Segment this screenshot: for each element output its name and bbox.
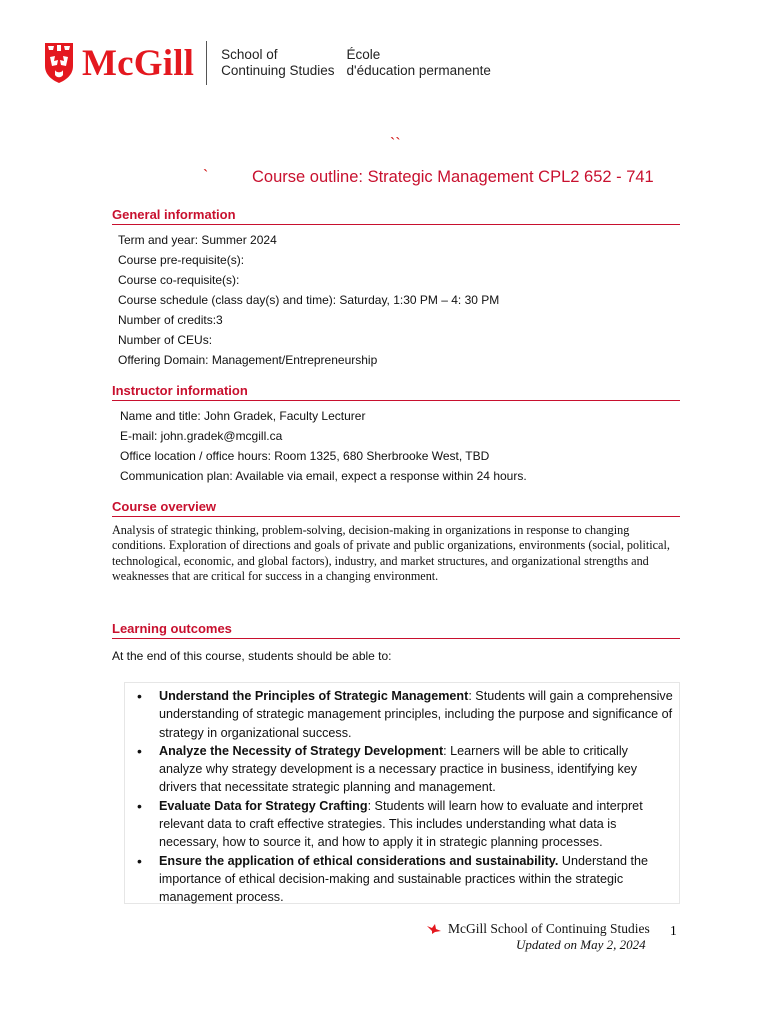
general-information-section: [112, 207, 680, 370]
section-heading: Instructor information: [112, 383, 680, 401]
page-title: Course outline: Strategic Management CPL2 652 - 741: [252, 168, 654, 186]
section-heading: General information: [112, 207, 680, 225]
course-overview-text: Analysis of strategic thinking, problem-solving, decision-making in organizations in response to changing conditions. Exploration of directions and goals of private and public organizations, environments (social, political, technological, economic, and global factors), industry, and market structures, and organizational strengths and weaknesses that are critical for success in a changing environment.: [112, 523, 670, 584]
learning-outcomes-list: [125, 683, 679, 907]
page-header: [44, 38, 491, 88]
learning-outcomes-section: [112, 621, 680, 663]
list-item: Course pre-requisite(s):: [118, 253, 245, 267]
mcgill-shield-icon: [44, 42, 74, 84]
school-name-french: [347, 47, 491, 79]
footer-school-name: McGill School of Continuing Studies: [448, 921, 650, 936]
footer-updated-date: Updated on May 2, 2024: [516, 937, 646, 952]
outcome-description: : Learners will be able to critically analyze why strategy development is a necessary practice in business, identifying key drivers that necessitate strategic planning and management.: [159, 743, 638, 795]
list-item: Name and title: John Gradek, Faculty Lecturer: [120, 409, 366, 423]
list-item: Communication plan: Available via email, expect a response within 24 hours.: [120, 469, 527, 483]
footer-line: [426, 921, 688, 937]
stray-tick-mark: `: [203, 168, 209, 185]
course-overview-section: [112, 499, 680, 585]
school-line-2: Continuing Studies: [221, 63, 335, 78]
school-line-1: School of: [221, 47, 278, 62]
section-heading: Learning outcomes: [112, 621, 680, 639]
outcome-description: : Students will learn how to evaluate and interpret relevant data to craft effective strategies. This includes understanding what data is necessary, how to source it, and how to apply it in strategic planning processes.: [159, 798, 643, 850]
school-name-english: [221, 47, 334, 79]
ecole-line-1: École: [346, 47, 381, 62]
list-item: E-mail: john.gradek@mcgill.ca: [120, 429, 283, 443]
list-item: [137, 687, 673, 742]
bullet-icon: •: [137, 852, 142, 869]
outcome-title: Analyze the Necessity of Strategy Development: [159, 743, 444, 758]
instructor-information-list: [112, 406, 680, 486]
learning-outcomes-box: [124, 682, 680, 904]
list-item: Number of CEUs:: [118, 333, 213, 347]
bullet-icon: •: [137, 742, 142, 759]
list-item: [137, 852, 673, 907]
list-item: Offering Domain: Management/Entrepreneurship: [118, 353, 378, 367]
list-item: Office location / office hours: Room 1325, 680 Sherbrooke West, TBD: [120, 449, 490, 463]
page-number: 1: [670, 923, 677, 938]
outcome-title: Ensure the application of ethical considerations and sustainability.: [159, 853, 559, 868]
outcome-title: Understand the Principles of Strategic Management: [159, 689, 469, 703]
bullet-icon: •: [137, 797, 142, 814]
list-item: Course co-requisite(s):: [118, 273, 240, 287]
instructor-information-section: [112, 383, 680, 486]
header-divider: [206, 41, 207, 85]
list-item: [137, 797, 673, 852]
section-heading: Course overview: [112, 499, 680, 517]
mcgill-logo-text: McGill: [82, 42, 195, 84]
bullet-icon: •: [137, 688, 142, 704]
list-item: Term and year: Summer 2024: [118, 233, 277, 247]
outcome-title: Evaluate Data for Strategy Crafting: [159, 798, 368, 813]
mcgill-bird-icon: [426, 923, 442, 935]
ecole-line-2: d'éducation permanente: [346, 63, 491, 78]
list-item: [137, 742, 673, 797]
general-information-list: [112, 230, 680, 370]
outcome-description: Understand the importance of ethical decision-making and sustainable practices within the strategic management process.: [159, 853, 648, 905]
outcome-description: : Students will gain a comprehensive understanding of strategic management principles, including the purpose and significance of strategy in organizational success.: [159, 689, 673, 740]
list-item: Course schedule (class day(s) and time): Saturday, 1:30 PM – 4: 30 PM: [118, 293, 500, 307]
list-item: Number of credits:3: [118, 313, 223, 327]
learning-outcomes-intro: At the end of this course, students should be able to:: [112, 649, 392, 663]
stray-tick-marks: ``: [390, 136, 401, 153]
page-footer: [426, 921, 688, 953]
